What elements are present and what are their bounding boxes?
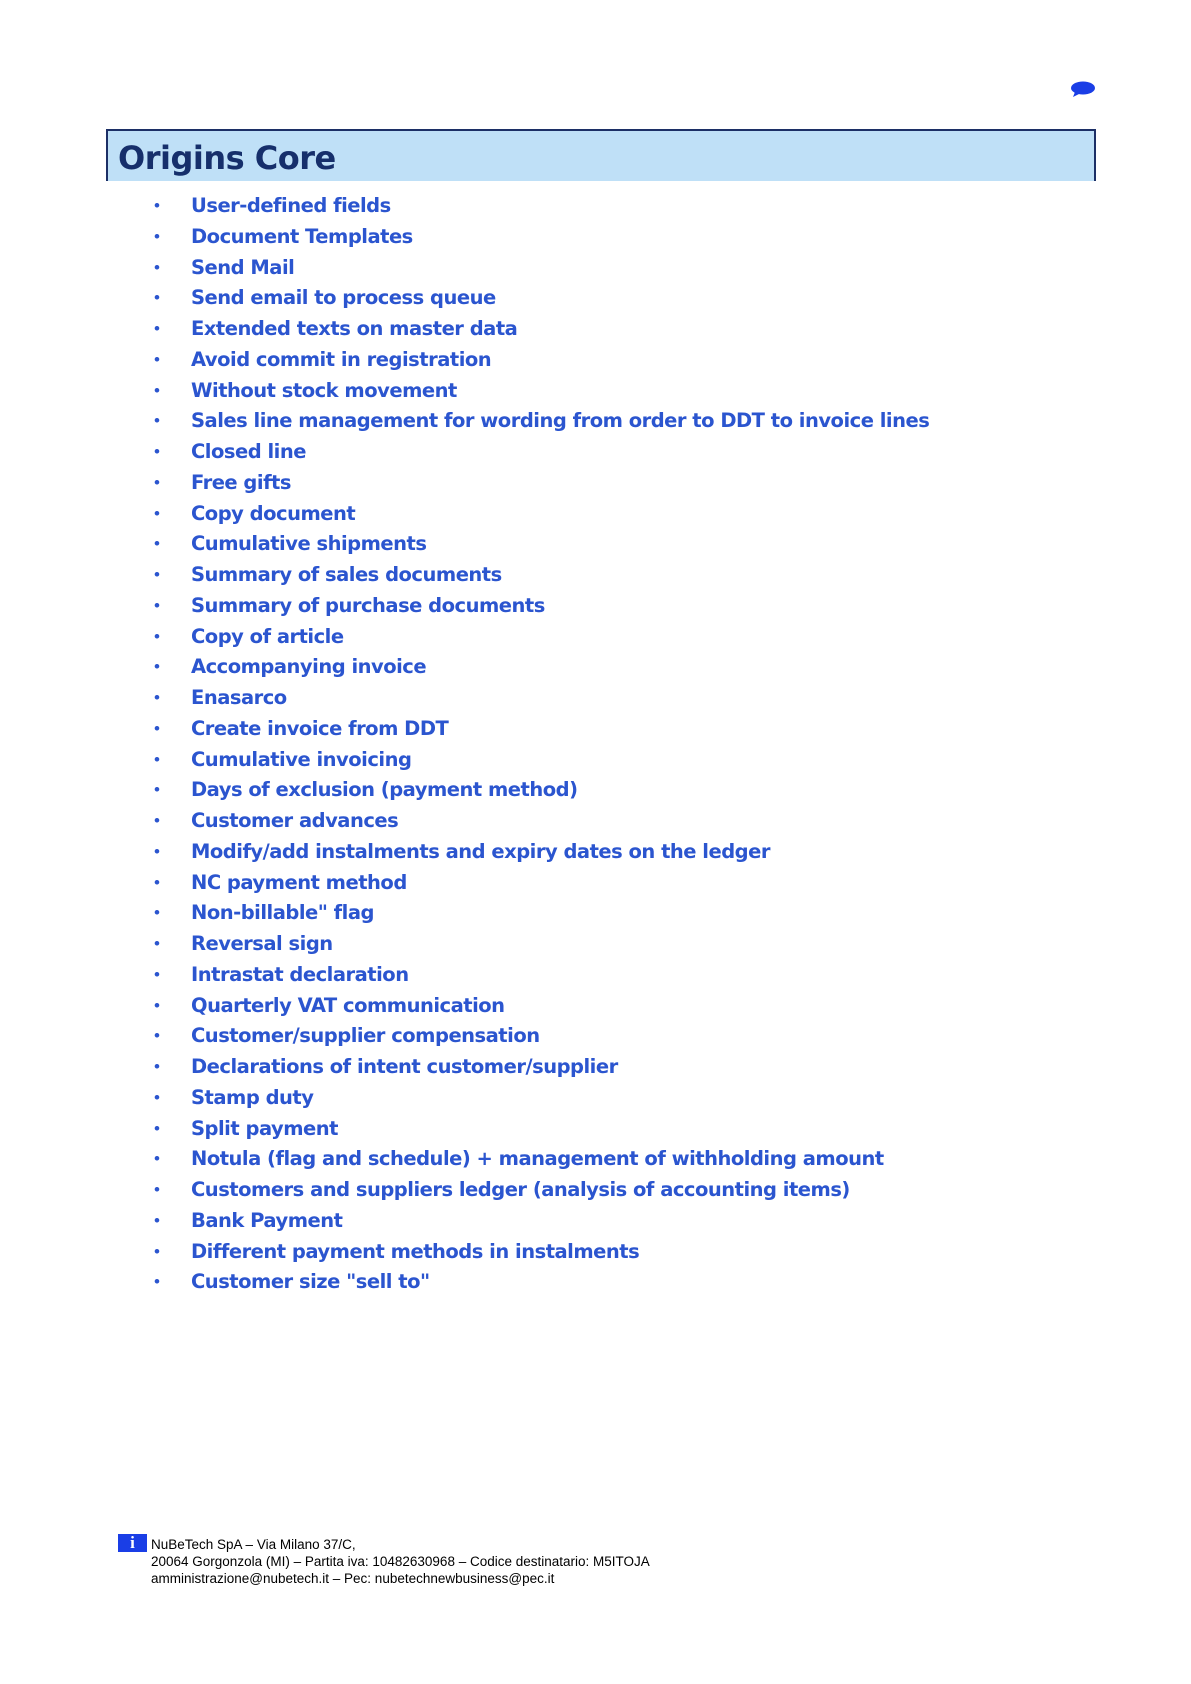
feature-label: Send Mail bbox=[191, 255, 295, 279]
bullet-icon: • bbox=[154, 964, 160, 984]
company-logo: i bbox=[118, 1534, 147, 1552]
feature-label: Free gifts bbox=[191, 470, 291, 494]
feature-label: Customer/supplier compensation bbox=[191, 1024, 540, 1048]
bullet-icon: • bbox=[154, 626, 160, 646]
speech-bubble-icon[interactable] bbox=[1070, 81, 1096, 97]
feature-label: Quarterly VAT communication bbox=[191, 993, 505, 1017]
feature-label: Sales line management for wording from order to DDT to invoice lines bbox=[191, 409, 930, 433]
feature-label: Without stock movement bbox=[191, 378, 457, 402]
bullet-icon: • bbox=[154, 657, 160, 677]
bullet-icon: • bbox=[154, 811, 160, 830]
bullet-icon: • bbox=[154, 780, 160, 800]
feature-label: Document Templates bbox=[191, 224, 413, 248]
bullet-icon: • bbox=[154, 319, 160, 338]
feature-label: Cumulative invoicing bbox=[191, 747, 412, 771]
bullet-icon: • bbox=[154, 472, 160, 492]
bullet-icon: • bbox=[154, 718, 160, 738]
feature-label: Bank Payment bbox=[191, 1208, 343, 1232]
bullet-icon: • bbox=[154, 226, 160, 246]
feature-label: NC payment method bbox=[191, 870, 407, 894]
bullet-icon: • bbox=[154, 1149, 160, 1169]
feature-label: Summary of purchase documents bbox=[191, 593, 545, 617]
feature-label: Split payment bbox=[191, 1116, 338, 1140]
bullet-icon: • bbox=[154, 688, 160, 707]
feature-label: Customer size "sell to" bbox=[191, 1270, 430, 1294]
bullet-icon: • bbox=[154, 288, 160, 308]
bullet-icon: • bbox=[154, 1272, 160, 1292]
bullet-icon: • bbox=[154, 411, 160, 431]
bullet-icon: • bbox=[154, 534, 160, 554]
bullet-icon: • bbox=[154, 749, 160, 769]
bullet-icon: • bbox=[154, 841, 160, 861]
feature-label: Copy of article bbox=[191, 624, 344, 648]
bullet-icon: • bbox=[154, 442, 160, 461]
bullet-icon: • bbox=[154, 995, 160, 1015]
feature-label: Closed line bbox=[191, 440, 306, 463]
bullet-icon: • bbox=[154, 257, 160, 277]
feature-label: Modify/add instalments and expiry dates on the ledger bbox=[191, 839, 770, 863]
footer-address bbox=[151, 1536, 650, 1587]
bullet-icon: • bbox=[154, 1241, 160, 1261]
bullet-icon: • bbox=[154, 503, 160, 523]
feature-label: Send email to process queue bbox=[191, 286, 496, 310]
bullet-icon: • bbox=[154, 196, 160, 215]
bullet-icon: • bbox=[154, 595, 160, 615]
bullet-icon: • bbox=[154, 1118, 160, 1138]
footer-line-contacts: amministrazione@nubetech.it – Pec: nubetechnewbusiness@pec.it bbox=[151, 1571, 555, 1586]
feature-label: Cumulative shipments bbox=[191, 532, 427, 556]
feature-label: Non-billable" flag bbox=[191, 901, 374, 925]
bullet-icon: • bbox=[154, 1210, 160, 1230]
feature-label: Extended texts on master data bbox=[191, 317, 518, 340]
bullet-icon: • bbox=[154, 934, 160, 953]
feature-label: Stamp duty bbox=[191, 1085, 314, 1109]
feature-label: Days of exclusion (payment method) bbox=[191, 778, 578, 802]
feature-label: Summary of sales documents bbox=[191, 563, 502, 586]
feature-label: Avoid commit in registration bbox=[191, 347, 492, 371]
bullet-icon: • bbox=[154, 1026, 160, 1046]
bullet-icon: • bbox=[154, 872, 160, 892]
feature-label: Accompanying invoice bbox=[191, 655, 427, 679]
section-header bbox=[106, 129, 1096, 181]
feature-label: Intrastat declaration bbox=[191, 962, 409, 986]
footer-line-registration: 20064 Gorgonzola (MI) – Partita iva: 10482630968 – Codice destinatario: M5ITOJA bbox=[151, 1554, 650, 1569]
feature-label: Create invoice from DDT bbox=[191, 716, 449, 740]
feature-label: Customer advances bbox=[191, 809, 399, 832]
bullet-icon: • bbox=[154, 1087, 160, 1107]
feature-label: Customers and suppliers ledger (analysis of accounting items) bbox=[191, 1178, 850, 1201]
bullet-icon: • bbox=[154, 1057, 160, 1076]
bullet-icon: • bbox=[154, 903, 160, 923]
feature-label: Reversal sign bbox=[191, 932, 333, 955]
feature-label: Enasarco bbox=[191, 686, 287, 709]
bullet-icon: • bbox=[154, 1180, 160, 1199]
feature-label: Different payment methods in instalments bbox=[191, 1239, 640, 1263]
bullet-icon: • bbox=[154, 349, 160, 369]
bullet-icon: • bbox=[154, 565, 160, 584]
feature-label: User-defined fields bbox=[191, 194, 391, 217]
footer-line-company: NuBeTech SpA – Via Milano 37/C, bbox=[151, 1537, 356, 1552]
bullet-icon: • bbox=[154, 380, 160, 400]
feature-label: Declarations of intent customer/supplier bbox=[191, 1055, 618, 1078]
section-title: Origins Core bbox=[118, 139, 336, 177]
feature-label: Copy document bbox=[191, 501, 356, 525]
feature-label: Notula (flag and schedule) + management of withholding amount bbox=[191, 1147, 884, 1171]
